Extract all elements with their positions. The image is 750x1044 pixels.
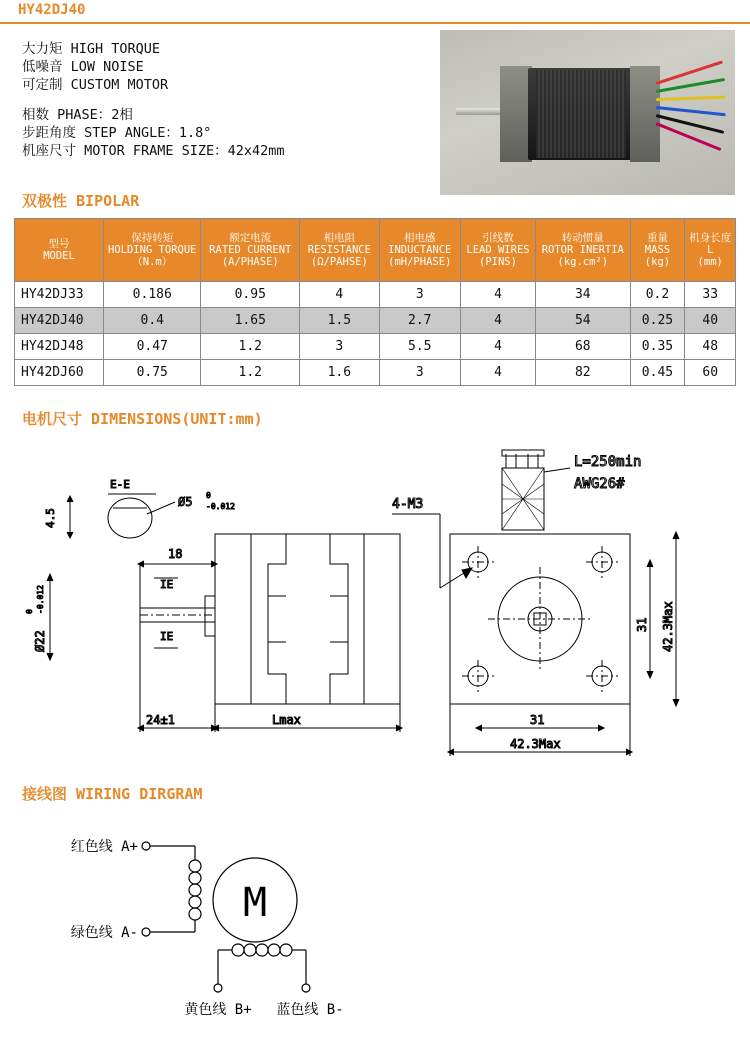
svg-text:Ø22: Ø22 bbox=[33, 630, 47, 652]
dimension-drawing bbox=[10, 436, 740, 771]
svg-text:31: 31 bbox=[635, 617, 649, 632]
cell-inductance: 3 bbox=[379, 360, 460, 386]
terminal-label-b-plus: 黄色线 B+ bbox=[184, 1002, 252, 1018]
spec-line-step-angle: 步距角度 STEP ANGLE：1.8° bbox=[22, 125, 212, 141]
cell-inductance: 3 bbox=[379, 282, 460, 308]
spec-line-frame-size: 机座尺寸 MOTOR FRAME SIZE：42x42mm bbox=[22, 143, 285, 159]
col-header-mass: 重量 MASS (kg) bbox=[630, 219, 685, 282]
section-heading-dimensions: 电机尺寸 DIMENSIONS(UNIT:mm) bbox=[22, 410, 263, 428]
cell-resistance: 1.6 bbox=[300, 360, 380, 386]
svg-text:42.3Max: 42.3Max bbox=[661, 601, 675, 652]
cell-holding-torque: 0.47 bbox=[104, 334, 201, 360]
col-header-length: 机身长度 L (mm) bbox=[685, 219, 736, 282]
cell-rated-current: 1.2 bbox=[201, 360, 300, 386]
cell-model: HY42DJ60 bbox=[15, 360, 104, 386]
svg-text:M: M bbox=[242, 880, 268, 926]
svg-text:AWG26#: AWG26# bbox=[574, 476, 625, 492]
svg-text:Lmax: Lmax bbox=[272, 713, 301, 727]
svg-text:ΙE: ΙE bbox=[160, 630, 174, 643]
cell-resistance: 3 bbox=[300, 334, 380, 360]
motor-photo bbox=[440, 30, 735, 195]
svg-text:4.5: 4.5 bbox=[44, 508, 57, 528]
cell-mass: 0.45 bbox=[630, 360, 685, 386]
spec-line-phase: 相数 PHASE：2相 bbox=[22, 107, 133, 123]
cell-mass: 0.25 bbox=[630, 308, 685, 334]
cell-rotor-inertia: 54 bbox=[536, 308, 630, 334]
col-header-rotor-inertia: 转动惯量 ROTOR INERTIA (kg.cm²) bbox=[536, 219, 630, 282]
cell-holding-torque: 0.4 bbox=[104, 308, 201, 334]
svg-text:31: 31 bbox=[530, 713, 545, 727]
cell-rated-current: 1.65 bbox=[201, 308, 300, 334]
intro-spacer bbox=[22, 94, 422, 106]
motor-wire-yellow bbox=[656, 96, 726, 101]
col-header-rated-current: 额定电流 RATED CURRENT (A/PHASE) bbox=[201, 219, 300, 282]
specification-table bbox=[14, 218, 736, 386]
cell-resistance: 4 bbox=[300, 282, 380, 308]
section-heading-bipolar: 双极性 BIPOLAR bbox=[22, 192, 140, 210]
cell-length: 48 bbox=[685, 334, 736, 360]
cell-model: HY42DJ33 bbox=[15, 282, 104, 308]
motor-wire-blue bbox=[656, 106, 726, 116]
svg-text:-0.012: -0.012 bbox=[36, 585, 45, 614]
intro-line-1: 大力矩 HIGH TORQUE bbox=[22, 41, 161, 57]
cell-length: 40 bbox=[685, 308, 736, 334]
col-header-inductance: 相电感 INDUCTANCE (mH/PHASE) bbox=[379, 219, 460, 282]
svg-text:E-E: E-E bbox=[110, 478, 130, 491]
svg-text:18: 18 bbox=[168, 547, 183, 561]
cell-rated-current: 0.95 bbox=[201, 282, 300, 308]
cell-mass: 0.35 bbox=[630, 334, 685, 360]
terminal-label-a-plus: 红色线 A+ bbox=[70, 839, 138, 855]
cell-resistance: 1.5 bbox=[300, 308, 380, 334]
cell-lead-wires: 4 bbox=[460, 282, 535, 308]
table-row bbox=[15, 282, 736, 308]
wiring-diagram bbox=[10, 812, 740, 1037]
cell-mass: 0.2 bbox=[630, 282, 685, 308]
cell-inductance: 5.5 bbox=[379, 334, 460, 360]
svg-text:42.3Max: 42.3Max bbox=[510, 737, 561, 751]
cell-rotor-inertia: 68 bbox=[536, 334, 630, 360]
terminal-label-a-minus: 绿色线 A- bbox=[70, 925, 138, 941]
cell-rotor-inertia: 82 bbox=[536, 360, 630, 386]
cell-lead-wires: 4 bbox=[460, 308, 535, 334]
table-header-row bbox=[15, 219, 736, 282]
terminal-label-b-minus: 蓝色线 B- bbox=[276, 1002, 344, 1018]
table-row bbox=[15, 334, 736, 360]
cell-holding-torque: 0.186 bbox=[104, 282, 201, 308]
col-header-holding-torque: 保持转矩 HOLDING TORQUE （N.m） bbox=[104, 219, 201, 282]
table-header bbox=[15, 219, 736, 282]
cell-rotor-inertia: 34 bbox=[536, 282, 630, 308]
svg-text:ΙE: ΙE bbox=[160, 578, 174, 591]
cell-model: HY42DJ40 bbox=[15, 308, 104, 334]
svg-text:Ø5: Ø5 bbox=[178, 495, 193, 509]
cell-length: 33 bbox=[685, 282, 736, 308]
cell-length: 60 bbox=[685, 360, 736, 386]
svg-text:0: 0 bbox=[25, 609, 34, 614]
motor-shaft-shape bbox=[456, 108, 504, 115]
page-title: HY42DJ40 bbox=[18, 2, 86, 18]
svg-text:-0.012: -0.012 bbox=[206, 502, 235, 511]
intro-block bbox=[22, 40, 422, 160]
cell-inductance: 2.7 bbox=[379, 308, 460, 334]
title-bar bbox=[0, 0, 750, 24]
svg-text:4-M3: 4-M3 bbox=[392, 497, 424, 512]
col-header-model: 型号 MODEL bbox=[15, 219, 104, 282]
svg-text:L=250min: L=250min bbox=[574, 454, 642, 470]
cell-holding-torque: 0.75 bbox=[104, 360, 201, 386]
cell-rated-current: 1.2 bbox=[201, 334, 300, 360]
svg-text:24±1: 24±1 bbox=[146, 713, 175, 727]
col-header-lead-wires: 引线数 LEAD WIRES (PINS) bbox=[460, 219, 535, 282]
motor-wire-purple bbox=[655, 122, 721, 151]
section-heading-wiring: 接线图 WIRING DIRGRAM bbox=[22, 785, 203, 803]
cell-lead-wires: 4 bbox=[460, 334, 535, 360]
svg-text:0: 0 bbox=[206, 491, 211, 500]
motor-wire-black bbox=[656, 114, 725, 134]
intro-line-2: 低噪音 LOW NOISE bbox=[22, 59, 144, 75]
col-header-resistance: 相电阻 RESISTANCE (Ω/PAHSE) bbox=[300, 219, 380, 282]
motor-lamination-texture bbox=[536, 70, 626, 158]
cell-lead-wires: 4 bbox=[460, 360, 535, 386]
table-body bbox=[15, 282, 736, 386]
table-row bbox=[15, 360, 736, 386]
table-row bbox=[15, 308, 736, 334]
intro-line-3: 可定制 CUSTOM MOTOR bbox=[22, 77, 169, 93]
cell-model: HY42DJ48 bbox=[15, 334, 104, 360]
